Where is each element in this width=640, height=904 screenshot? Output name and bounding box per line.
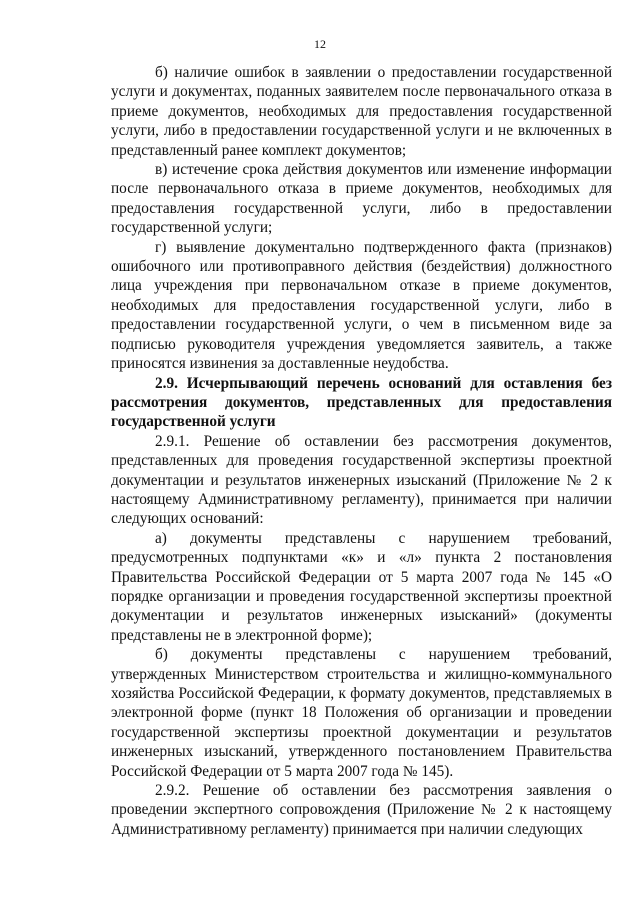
paragraph-b-documents: б) документы представлены с нарушением требований, утвержденных Министерством строительства и жилищно-коммунального хозяйства Российской Федерации, к формату документов, представляемых в электронной форме (пункт 18 Положения об организации и проведении государственной экспертизы проектной документации и результатов инженерных изысканий, утвержденного постановлением Правительства Российской Федерации от 5 марта 2007 года № 145). bbox=[111, 646, 612, 780]
paragraph-2-9-2: 2.9.2. Решение об оставлении без рассмотрения заявления о проведении экспертного сопровождения (Приложение № 2 к настоящему Административному регламенту) принимается при наличии следующих bbox=[111, 782, 612, 838]
document-body bbox=[111, 63, 612, 839]
paragraph-a-documents: а) документы представлены с нарушением требований, предусмотренных подпунктами «к» и «л» пункта 2 постановления Правительства Российской Федерации от 5 марта 2007 года № 145 «О порядке организации и проведения государственной экспертизы проектной документации и результатов инженерных изысканий» (документы представлены не в электронной форме); bbox=[111, 529, 612, 644]
page-number: 12 bbox=[314, 37, 326, 51]
paragraph-v-expiry: в) истечение срока действия документов или изменение информации после первоначального отказа в приеме документов, необходимых для предоставления государственной услуги, либо в предоставлении государственной услуги; bbox=[111, 161, 612, 237]
paragraph-2-9-1: 2.9.1. Решение об оставлении без рассмотрения документов, представленных для проведения государственной экспертизы проектной документации и результатов инженерных изысканий (Приложение № 2 к настоящему Административному регламенту), принимается при наличии следующих оснований: bbox=[111, 432, 612, 528]
section-heading-2-9: 2.9. Исчерпывающий перечень оснований для оставления без рассмотрения документов, представленных для предоставления государственной услуги bbox=[111, 374, 612, 431]
paragraph-b-errors: б) наличие ошибок в заявлении о предоставлении государственной услуги и документах, поданных заявителем после первоначального отказа в приеме документов, необходимых для предоставления государственной услуги, либо в предоставлении государственной услуги и не включенных в представленный ранее комплект документов; bbox=[111, 64, 612, 159]
paragraph-g-misconduct: г) выявление документально подтвержденного факта (признаков) ошибочного или противоправного действия (бездействия) должностного лица учреждения при первоначальном отказе в приеме документов, необходимых для предоставления государственной услуги, либо в предоставлении государственной услуги, о чем в письменном виде за подписью руководителя учреждения уведомляется заявитель, а также приносятся извинения за доставленные неудобства. bbox=[111, 238, 612, 373]
